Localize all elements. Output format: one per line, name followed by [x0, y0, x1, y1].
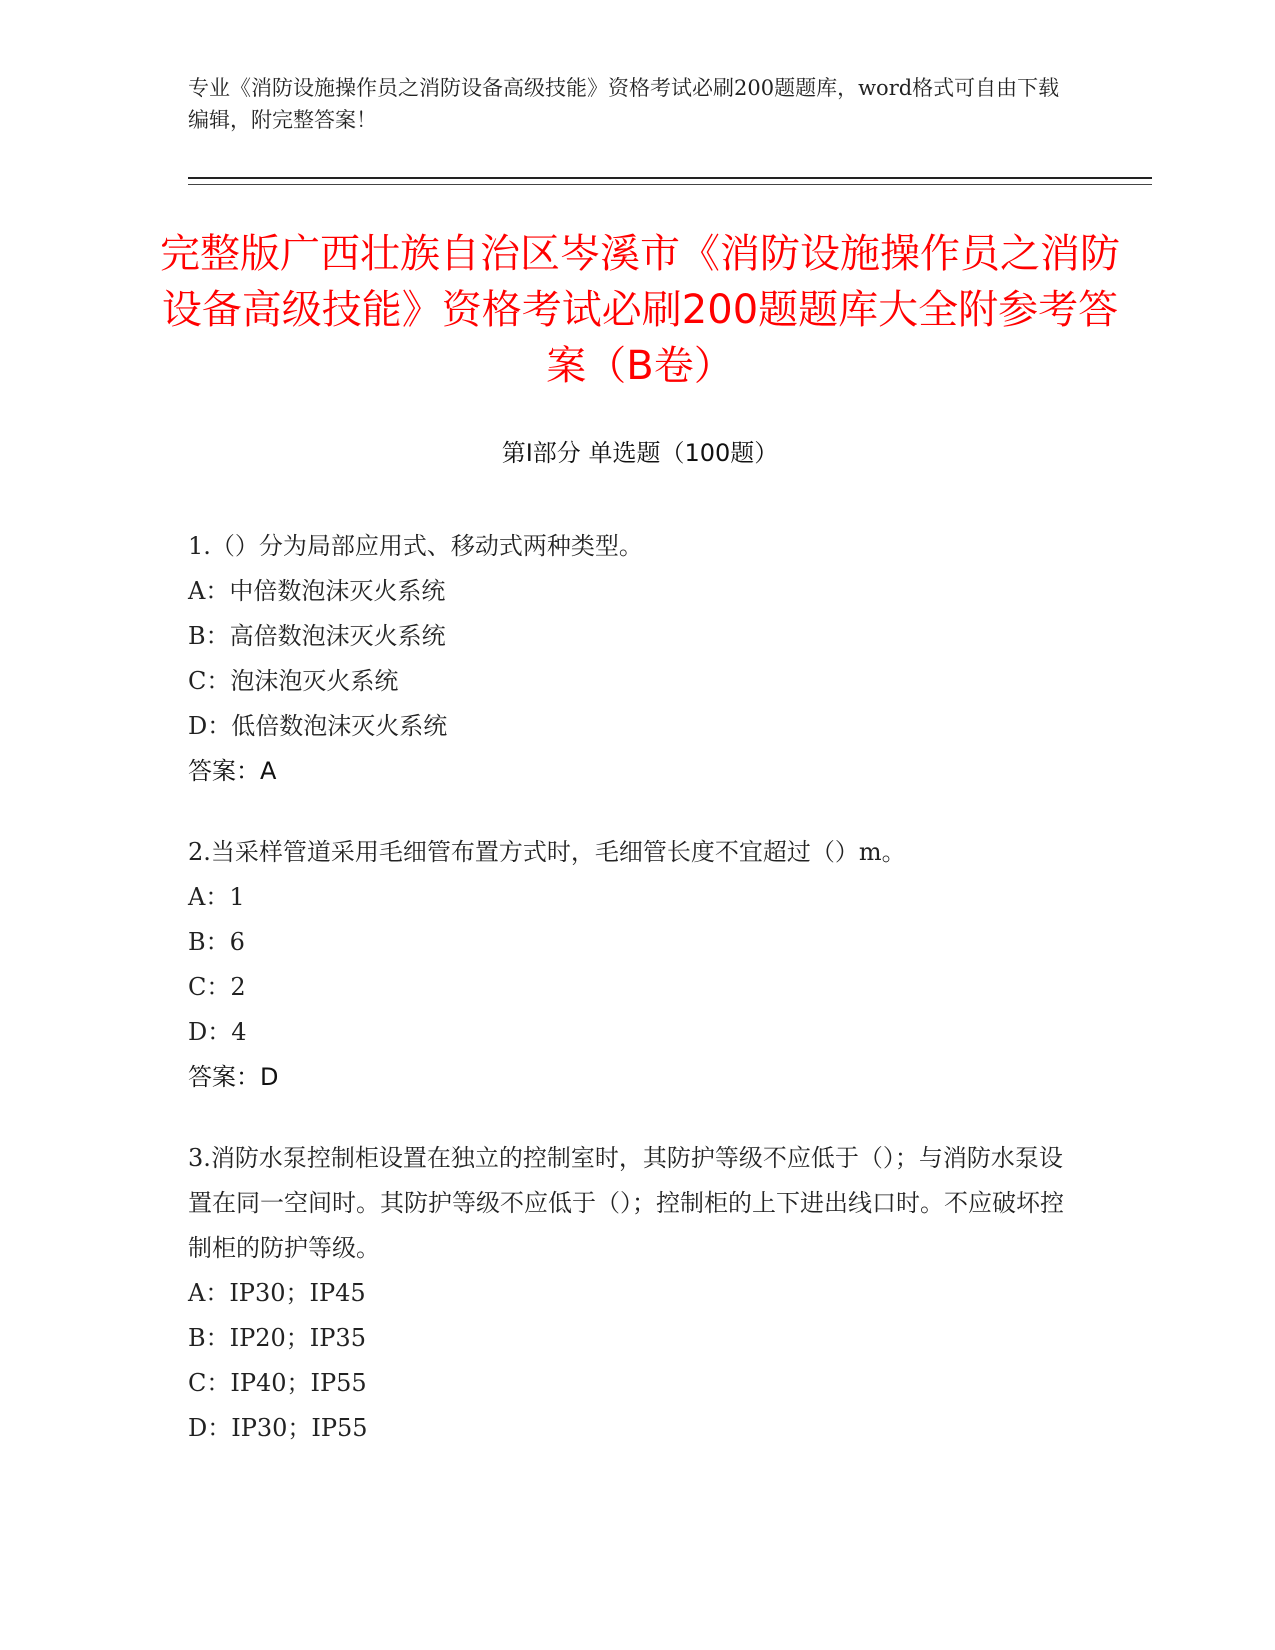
document-header-note: 专业《消防设施操作员之消防设备高级技能》资格考试必刷200题题库，word格式可自由下载编辑，附完整答案！	[188, 76, 1060, 132]
section-title: 第Ⅰ部分 单选题（100题）	[501, 439, 779, 467]
option-d: D：低倍数泡沫灭火系统	[188, 712, 448, 740]
option-c: C：2	[188, 973, 246, 1001]
answer: 答案：A	[188, 757, 277, 785]
option-b: B：IP20；IP35	[188, 1324, 366, 1352]
question-stem: 3.消防水泵控制柜设置在独立的控制室时，其防护等级不应低于（）；与消防水泵设置在同一空间时。其防护等级不应低于（）；控制柜的上下进出线口时。不应破坏控制柜的防护等级。	[188, 1144, 1064, 1262]
option-d: D：4	[188, 1018, 247, 1046]
question-2	[188, 830, 1068, 1100]
option-c: C：泡沫泡灭火系统	[188, 667, 399, 695]
question-stem: 1.（）分为局部应用式、移动式两种类型。	[188, 532, 643, 560]
option-a: A：IP30；IP45	[188, 1279, 366, 1307]
question-1	[188, 524, 1068, 794]
header-divider-thick	[188, 177, 1152, 179]
answer: 答案：D	[188, 1063, 279, 1091]
document-title: 完整版广西壮族自治区岑溪市《消防设施操作员之消防设备高级技能》资格考试必刷200题题库大全附参考答案（B卷）	[160, 231, 1120, 389]
question-stem: 2.当采样管道采用毛细管布置方式时，毛细管长度不宜超过（）m。	[188, 838, 906, 866]
option-b: B：6	[188, 928, 245, 956]
option-a: A：中倍数泡沫灭火系统	[188, 577, 446, 605]
option-d: D：IP30；IP55	[188, 1414, 368, 1442]
header-divider-thin	[188, 184, 1152, 185]
option-b: B：高倍数泡沫灭火系统	[188, 622, 446, 650]
question-list	[188, 524, 1068, 1487]
option-c: C：IP40；IP55	[188, 1369, 367, 1397]
question-3	[188, 1136, 1068, 1451]
option-a: A：1	[188, 883, 245, 911]
